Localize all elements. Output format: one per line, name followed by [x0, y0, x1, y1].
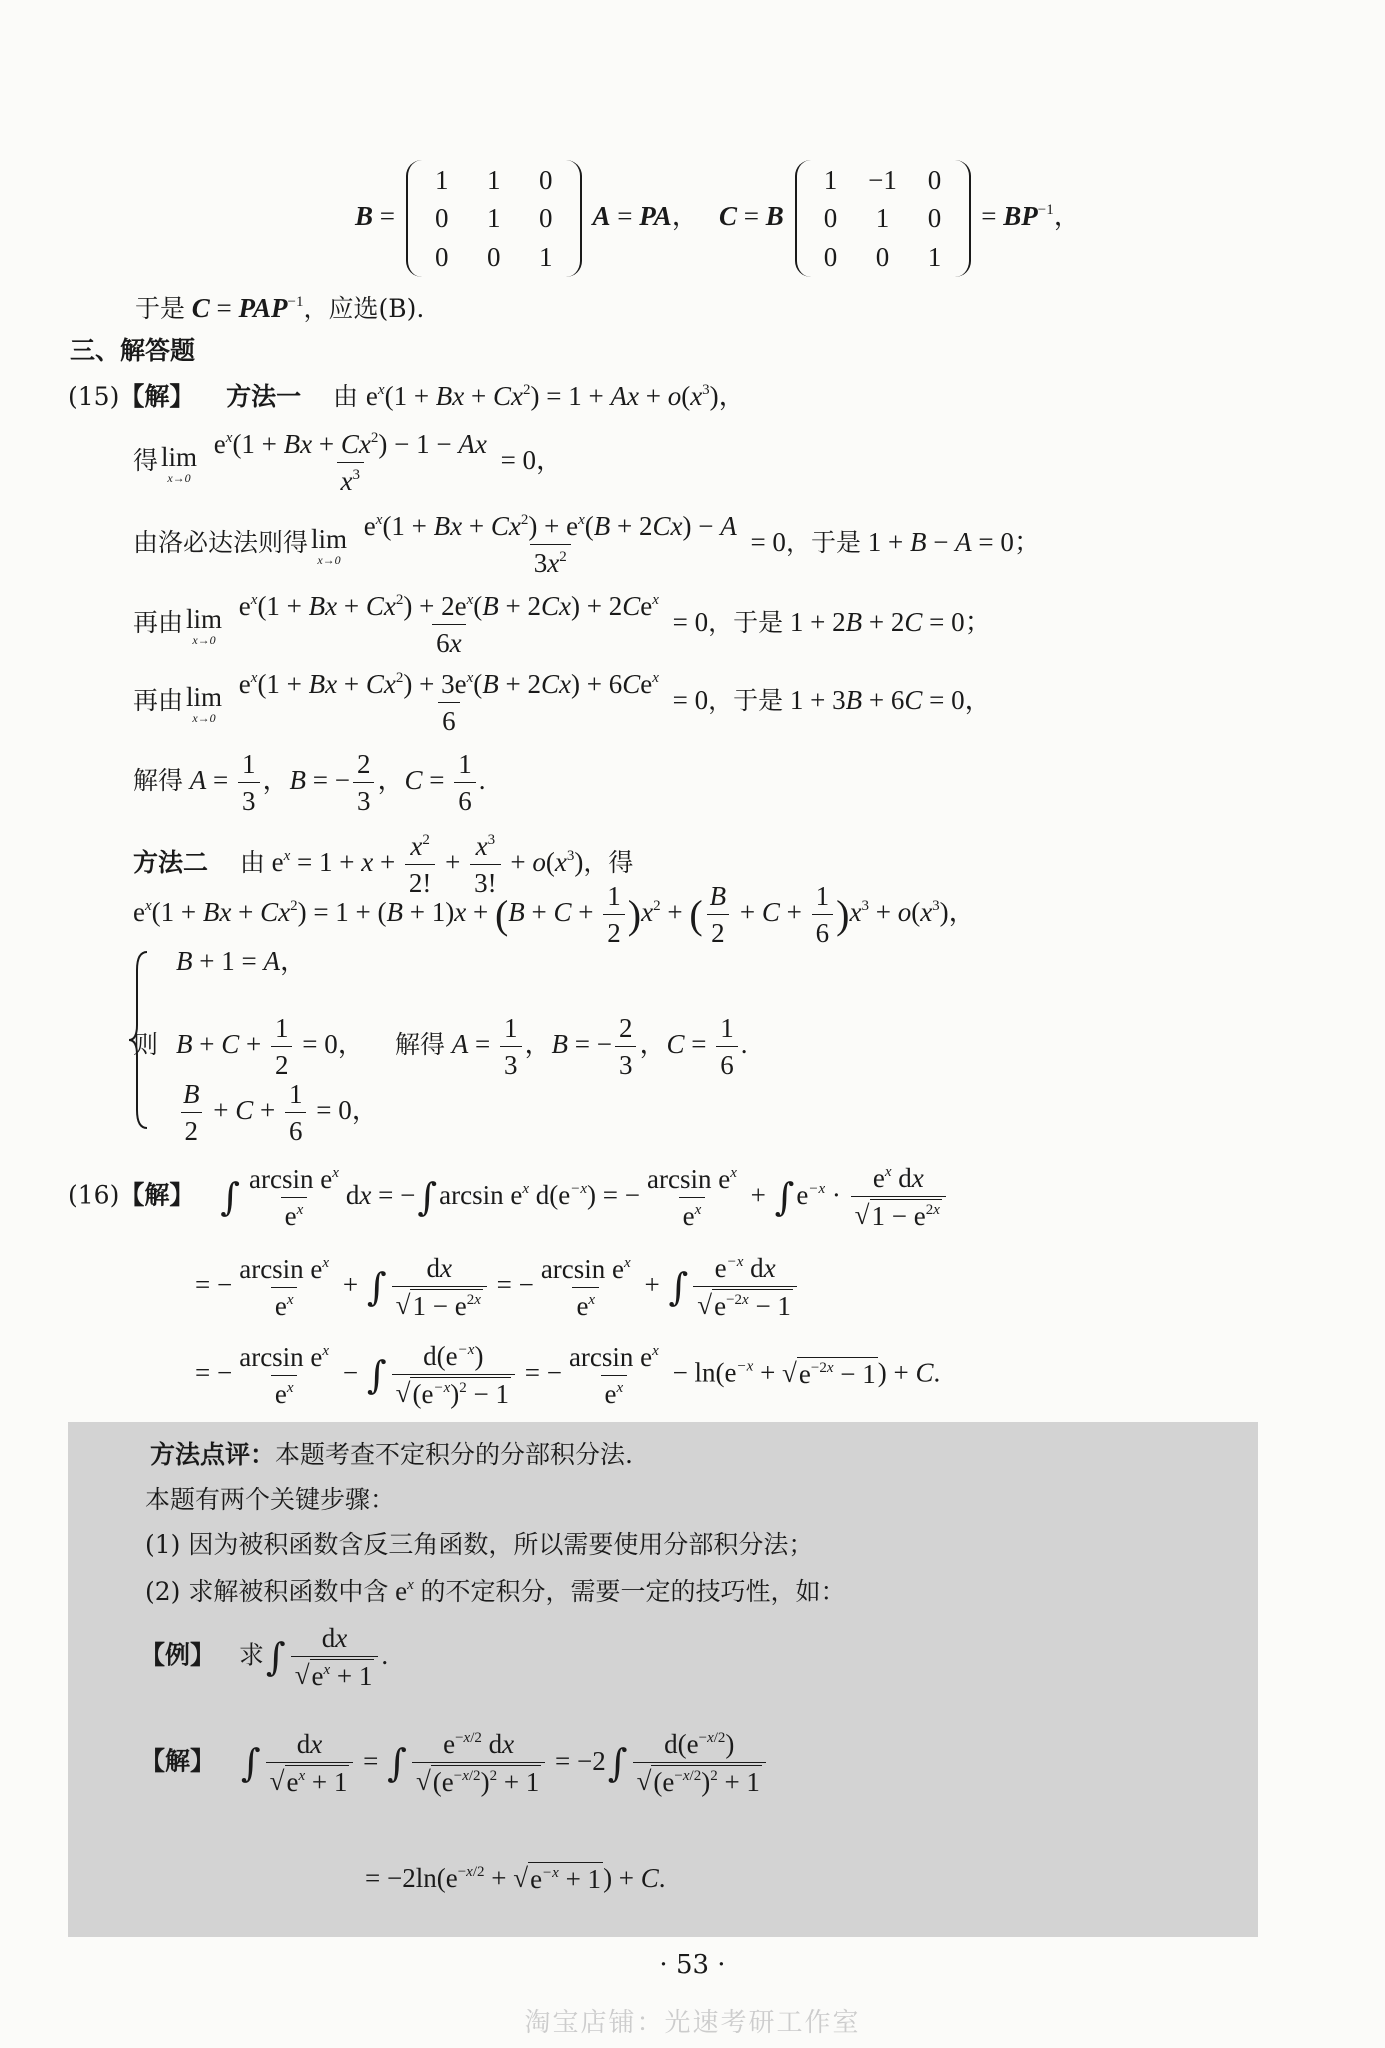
matC-cell-0-2: 0 — [927, 165, 942, 195]
comment-line4: (2) 求解被积函数中含 $e^x$ 的不定积分，需要一定的技巧性，如： — [145, 1576, 846, 1606]
system-eq1: B + 1 = A， — [176, 946, 307, 976]
q15-method1-title: 方法一 — [226, 382, 302, 411]
q15-method2-line: 方法二 由 $e^x = 1 + x$ + $\frac{x^2}{2!}$ + $\frac{x^3}{3!}$ + $o(x^3)$，得 — [133, 831, 634, 899]
conclusion-tail: ，应选(B). — [303, 294, 425, 323]
q16-line2: = − $\frac{\arcsin e^x}{e^x}$ + ∫ dx √ $1 - e^{2x}$ = − $\frac{\arcsin e^x}{e^x}$ + ∫ $e^{-x}$ dx √ $e^{-2x} - 1$ — [195, 1252, 800, 1323]
q15-then1-text: ，于是 — [785, 528, 861, 558]
matB-cell-1-2: 0 — [539, 203, 553, 234]
example-line: 【例】 求∫ dx √ $e^x + 1$ . — [140, 1623, 389, 1692]
q15-again-text: 再由 — [133, 608, 184, 638]
q15-solve-text: 解得 — [133, 766, 184, 796]
comment-line2: 本题有两个关键步骤： — [145, 1485, 396, 1514]
q15-method1-line: (15)【解】 方法一 由 $e^x(1 + Bx + Cx^2) = 1 + Ax + o(x^3)$， — [68, 381, 746, 411]
comment-title-text: 本题考查不定积分的分部积分法. — [275, 1440, 633, 1469]
example-solution-line1: 【解】 ∫ dx √ $e^x + 1$ = ∫ $e^{-x/2}$ dx √ $(e^{-x/2})^2 + 1$ = −2∫ $d(e^{-x/2})$ √ $(e^{-x/2})^2 + 1$ — [140, 1728, 769, 1799]
matC-cell-2-0: 0 — [823, 241, 838, 272]
comment-line4b: 的不定积分，需要一定的技巧性，如： — [420, 1577, 846, 1606]
conclusion-line: 于是 $C = PAP^{-1}$，应选(B). — [135, 293, 425, 323]
watermark: 淘宝店铺：光速考研工作室 — [524, 2008, 861, 2038]
matC-cell-1-1: 1 — [875, 203, 890, 234]
matC-cell-1-0: 0 — [823, 203, 838, 234]
system-eq3: $\frac{B}{2}$ + C + $\frac{1}{6}$ = 0， — [176, 1078, 379, 1148]
system-brace — [127, 950, 149, 1130]
conclusion-text: 于是 — [135, 294, 186, 323]
matB-cell-2-2: 1 — [539, 241, 553, 272]
example-text: 求 — [238, 1640, 264, 1670]
q15-number: (15) — [68, 382, 120, 411]
matB-cell-0-2: 0 — [539, 165, 553, 195]
matB-cell-0-0: 1 — [435, 165, 449, 195]
q15-method2-title: 方法二 — [133, 848, 209, 878]
q15-lhopital-text: 由洛必达法则得 — [133, 528, 309, 558]
q16-tag: 【解】 — [119, 1180, 195, 1210]
q15-solution2: 解得 A = $\frac{1}{3}$ ，B = − $\frac{2}{3}$ ，C = $\frac{1}{6}$ . — [395, 1013, 748, 1081]
q15-method2-intro: 由 — [239, 848, 265, 878]
q15-solve2-text: 解得 — [395, 1030, 446, 1060]
q16-line1: (16)【解】 ∫ $\frac{\arcsin e^x}{e^x}$ dx = −∫arcsin $e^x$ $d(e^{-x})$ = − $\frac{\arcsin e^x}{e^x}$ + $\int e^{-x}$ · $e^x$ dx √ $1 - e^{2x}$ — [68, 1162, 949, 1233]
matB-cell-0-1: 1 — [487, 165, 501, 195]
matC-cell-2-2: 1 — [927, 241, 942, 272]
matB-cell-2-1: 0 — [487, 241, 501, 272]
q15-then-word: 则 — [133, 1030, 159, 1059]
q15-solution1: 解得 A = $\frac{1}{3}$ ，B = − $\frac{2}{3}$ ，C = $\frac{1}{6}$ . — [133, 749, 486, 817]
q15-limit2: 由洛必达法则得 lim x→0 $\frac{e^x(1 + Bx + Cx^2) + e^x(B + 2Cx) - A}{3x^2}$ = 0，于是 1 + B − A = 0； — [133, 511, 1041, 579]
system-eq2: B + C + $\frac{1}{2}$ = 0， — [176, 1013, 365, 1081]
q16-number: (16) — [68, 1180, 120, 1210]
q15-limit4: 再由 lim x→0 $\frac{e^x(1 + Bx + Cx^2) + 3e^x(B + 2Cx) + 6Ce^x}{6}$ = 0，于是 1 + 3B + 6C = 0， — [133, 669, 992, 737]
page-number: · 53 · — [659, 1950, 726, 1980]
q15-then3-text: ，于是 — [708, 686, 784, 716]
matB-cell-1-1: 1 — [487, 203, 501, 234]
example-solution-line2: = $-2\ln(e^{-x/2}$ + √ $e^{-x} + 1$ ) + C. — [365, 1863, 666, 1894]
q15-tag: 【解】 — [119, 382, 195, 411]
q15-method1-intro: 由 — [332, 382, 358, 411]
q15-limit1: 得 lim x→0 $\frac{e^x(1 + Bx + Cx^2) - 1 - Ax}{x^3}$ = 0， — [133, 429, 564, 497]
matB-cell-2-0: 0 — [435, 241, 449, 272]
comment-line3: (1) 因为被积函数含反三角函数，所以需要使用分部积分法； — [145, 1530, 814, 1559]
q15-method2-get: ，得 — [583, 848, 634, 878]
comment-title-line — [150, 1440, 633, 1470]
section-title: 三、解答题 — [70, 336, 196, 365]
comment-line4a: (2) 求解被积函数中含 — [145, 1577, 389, 1606]
matC-cell-1-2: 0 — [927, 203, 942, 234]
example-solution-tag: 【解】 — [140, 1746, 216, 1776]
example-tag: 【例】 — [140, 1640, 216, 1670]
q15-expansion: $e^x(1 + Bx + Cx^2) = 1 + (B + 1)x + (B + C$ + $\frac{1}{2}$ )$x^2$ + ( $\frac{B}{2}$ + C + $\frac{1}{6}$ )$x^3 + o(x^3)$， — [133, 881, 976, 949]
matC-cell-0-1: −1 — [868, 165, 897, 195]
matC-cell-0-0: 1 — [823, 165, 838, 195]
q15-get-text: 得 — [133, 446, 159, 476]
q15-then2-text: ，于是 — [708, 608, 784, 638]
q15-limit3: 再由 lim x→0 $\frac{e^x(1 + Bx + Cx^2) + 2e^x(B + 2Cx) + 2Ce^x}{6x}$ = 0，于是 1 + 2B + 2C = 0； — [133, 591, 992, 659]
matrix-b — [406, 160, 582, 277]
matrix-c — [795, 160, 971, 277]
matrix-equation: B = 1 1 0 0 1 0 0 0 1 A = PA， C = B 1 −1 0 0 1 0 0 0 1 = $BP^{-1}$， — [355, 160, 1081, 277]
q16-line3: = − $\frac{\arcsin e^x}{e^x}$ − ∫ $d(e^{-x})$ √ $(e^{-x})^2 - 1$ = − $\frac{\arcsin e^x}{e^x}$ − $\ln(e^{-x}$ + √ $e^{-2x} - 1$ ) + C. — [195, 1341, 941, 1410]
matB-cell-1-0: 0 — [435, 203, 449, 234]
matC-cell-2-1: 0 — [875, 241, 890, 272]
q15-again2-text: 再由 — [133, 686, 184, 716]
comment-title: 方法点评： — [150, 1440, 276, 1469]
